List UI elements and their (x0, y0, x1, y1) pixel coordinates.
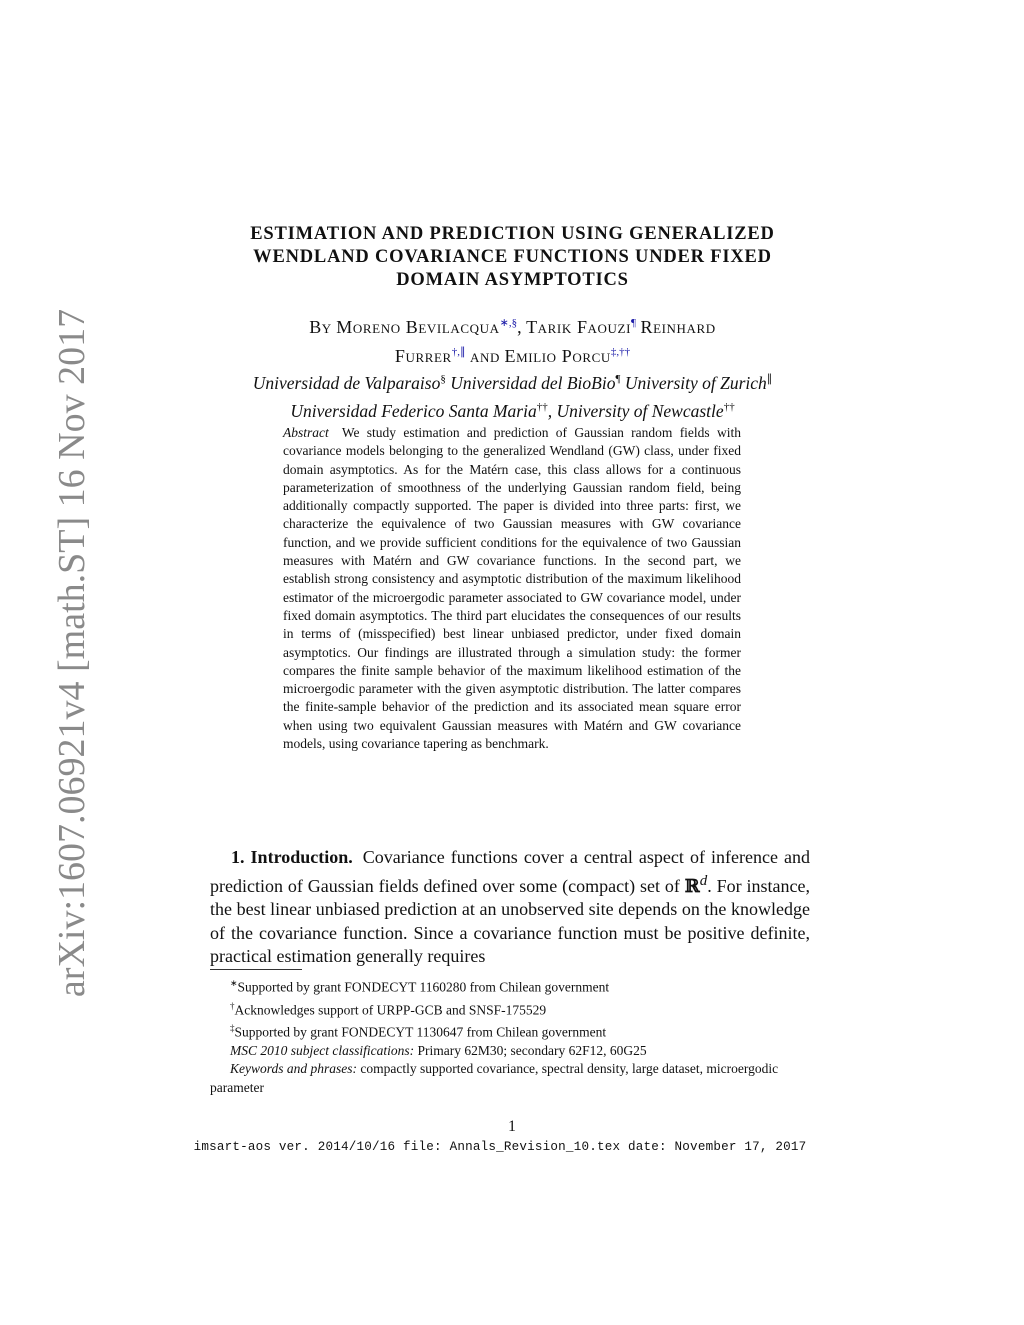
abstract-label: Abstract (283, 425, 329, 440)
intro-text-part-1: Covariance functions cover a central aspect of inference and prediction of Gaussian fields defined over some (compact) set of (210, 847, 810, 896)
abstract-text: We study estimation and prediction of Gaussian random fields with covariance models belonging to the generalized Wendland (GW) class, under fixed domain asymptotics. As for the Matérn case, this class allows for a continuous parameterization of smoothness of the underlying Gaussian random field, being additionally compactly supported. The paper is divided into three parts: first, we characterize the equivalence of two Gaussian measures with GW covariance function, and we provide sufficient conditions for the equivalence of two Gaussian measures with Matérn and GW covariance functions. In the second part, we establish strong consistency and asymptotic distribution of the maximum likelihood estimator of the microergodic parameter associated to GW covariance model, under fixed domain asymptotics. The third part elucidates the consequences of our results in terms of (misspecified) best linear unbiased predictor, under fixed domain asymptotics. Our findings are illustrated through a simulation study: the former compares the finite sample behavior of the maximum likelihood estimation of the microergodic parameter with the given asymptotic distribution. The latter compares the finite-sample behavior of the prediction and its associated mean square error when using two equivalent Gaussian measures with Matérn and GW covariance models, using covariance tapering as benchmark. (283, 425, 741, 752)
author-list: By Moreno Bevilacqua∗,§, Tarik Faouzi¶ Reinhard Furrer†,∥ and Emilio Porcu‡,†† (309, 317, 716, 366)
affiliation-zurich: University of Zurich (624, 372, 767, 393)
title-line-3: DOMAIN ASYMPTOTICS (396, 270, 629, 290)
author-bevilacqua: Moreno Bevilacqua (336, 317, 500, 337)
footnotes (210, 974, 812, 1097)
title-line-1: ESTIMATION AND PREDICTION USING GENERALIZED (250, 224, 775, 244)
affiliation-santa-maria: Universidad Federico Santa Maria (290, 400, 537, 421)
affiliations: Universidad de Valparaiso§ Universidad del BioBio¶ University of Zurich∥ Universidad Federico Santa Maria††, University of Newcastle†† (252, 372, 773, 421)
keywords: Keywords and phrases: compactly supported covariance, spectral density, large dataset, microergodic parameter (210, 1061, 779, 1095)
footnote-2: †Acknowledges support of URPP-GCB and SNSF-175529 (230, 1000, 547, 1018)
author-furrer-first: Reinhard (640, 317, 716, 337)
dimension-superscript: d (699, 872, 708, 889)
author-mark-link[interactable]: ∗,§ (499, 317, 518, 329)
title-line-2: WENDLAND COVARIANCE FUNCTIONS UNDER FIXED (253, 247, 772, 267)
author-and: and (470, 346, 501, 366)
author-by: By (309, 317, 332, 337)
introduction-section (210, 846, 810, 969)
author-faouzi: Tarik Faouzi (526, 317, 631, 337)
author-porcu: Emilio Porcu (504, 346, 611, 366)
affiliation-valparaiso: Universidad de Valparaiso (252, 372, 441, 393)
arxiv-identifier-stamp: arXiv:1607.06921v4 [math.ST] 16 Nov 2017 (51, 308, 93, 998)
real-numbers-symbol: ℝ (684, 875, 700, 897)
affiliation-biobio: Universidad del BioBio (450, 372, 616, 393)
footnote-1: ∗Supported by grant FONDECYT 1160280 from Chilean government (230, 978, 610, 995)
paper-title (200, 223, 825, 292)
page-number: 1 (508, 1118, 516, 1135)
author-furrer-last: Furrer (394, 346, 452, 366)
author-mark-link[interactable]: †,∥ (451, 346, 466, 358)
msc-classification: MSC 2010 subject classifications: Primary 62M30; secondary 62F12, 60G25 (230, 1043, 647, 1059)
abstract (283, 424, 741, 753)
intro-text-part-2: . For instance, the best linear unbiased prediction at an unobserved site depends on the knowledge of the covariance function. Since a covariance function must be positive definite, practical estimation generally requires (210, 875, 810, 966)
footnote-rule (210, 969, 302, 970)
author-mark-link[interactable]: ¶ (631, 317, 636, 329)
affiliation-newcastle: University of Newcastle (556, 400, 724, 421)
author-mark-link[interactable]: ‡,†† (610, 346, 631, 358)
imsart-version-line: imsart-aos ver. 2014/10/16 file: Annals_Revision_10.tex date: November 17, 2017 (193, 1140, 807, 1154)
footnote-3: ‡Supported by grant FONDECYT 1130647 from Chilean government (230, 1023, 607, 1040)
section-heading: 1. Introduction. (231, 847, 353, 867)
